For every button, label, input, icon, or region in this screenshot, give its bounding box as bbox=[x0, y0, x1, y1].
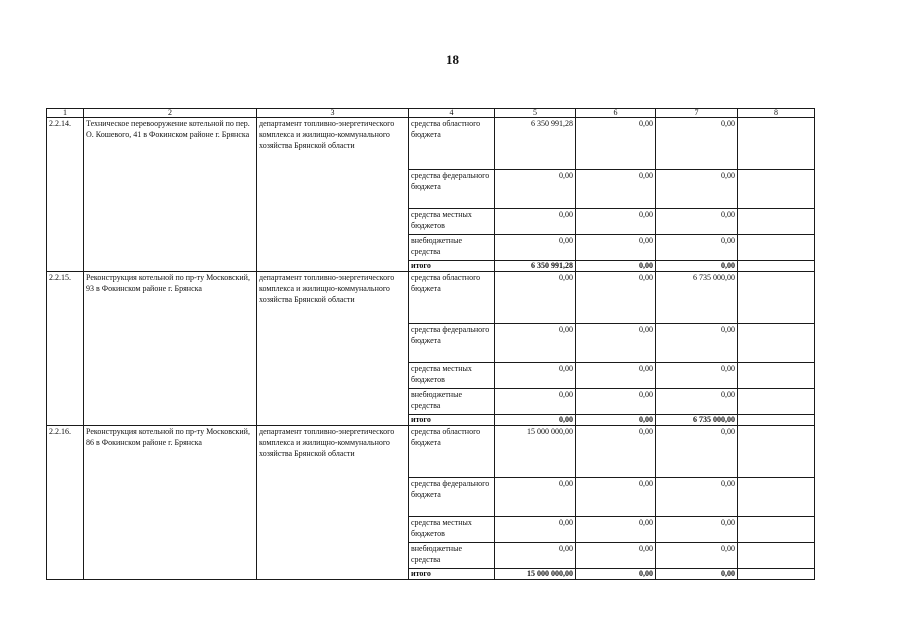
funding-source: внебюджетные средства bbox=[409, 389, 495, 415]
value-col5: 0,00 bbox=[495, 543, 576, 569]
value-col6: 0,00 bbox=[576, 543, 656, 569]
value-col5: 6 350 991,28 bbox=[495, 261, 576, 272]
value-col6: 0,00 bbox=[576, 272, 656, 324]
value-col7: 0,00 bbox=[656, 389, 738, 415]
funding-source: средства федерального бюджета bbox=[409, 170, 495, 209]
column-header: 1 bbox=[47, 109, 84, 118]
value-col5: 0,00 bbox=[495, 272, 576, 324]
item-executor: департамент топливно-энергетического комплекса и жилищно-коммунального хозяйства Брянской области bbox=[257, 118, 409, 272]
item-name: Реконструкция котельной по пр-ту Московский, 93 в Фокинском районе г. Брянска bbox=[84, 272, 257, 426]
column-header: 6 bbox=[576, 109, 656, 118]
value-col8 bbox=[738, 118, 815, 170]
value-col7: 0,00 bbox=[656, 543, 738, 569]
value-col5: 0,00 bbox=[495, 324, 576, 363]
funding-row bbox=[47, 272, 815, 324]
value-col5: 0,00 bbox=[495, 235, 576, 261]
value-col8 bbox=[738, 389, 815, 415]
value-col8 bbox=[738, 415, 815, 426]
value-col6: 0,00 bbox=[576, 363, 656, 389]
value-col6: 0,00 bbox=[576, 426, 656, 478]
value-col6: 0,00 bbox=[576, 324, 656, 363]
value-col7: 0,00 bbox=[656, 517, 738, 543]
value-col7: 0,00 bbox=[656, 426, 738, 478]
value-col8 bbox=[738, 478, 815, 517]
column-header: 8 bbox=[738, 109, 815, 118]
value-col7: 0,00 bbox=[656, 235, 738, 261]
funding-source: итого bbox=[409, 415, 495, 426]
value-col6: 0,00 bbox=[576, 235, 656, 261]
value-col7: 0,00 bbox=[656, 569, 738, 580]
value-col5: 0,00 bbox=[495, 389, 576, 415]
item-name: Реконструкция котельной по пр-ту Московский, 86 в Фокинском районе г. Брянска bbox=[84, 426, 257, 580]
value-col5: 0,00 bbox=[495, 209, 576, 235]
value-col8 bbox=[738, 272, 815, 324]
funding-source: средства областного бюджета bbox=[409, 272, 495, 324]
funding-row bbox=[47, 118, 815, 170]
value-col8 bbox=[738, 569, 815, 580]
value-col8 bbox=[738, 170, 815, 209]
funding-source: средства местных бюджетов bbox=[409, 209, 495, 235]
value-col7: 0,00 bbox=[656, 118, 738, 170]
value-col7: 0,00 bbox=[656, 170, 738, 209]
value-col5: 15 000 000,00 bbox=[495, 426, 576, 478]
funding-source: средства областного бюджета bbox=[409, 118, 495, 170]
value-col5: 0,00 bbox=[495, 170, 576, 209]
value-col6: 0,00 bbox=[576, 170, 656, 209]
value-col6: 0,00 bbox=[576, 569, 656, 580]
value-col8 bbox=[738, 426, 815, 478]
value-col5: 0,00 bbox=[495, 517, 576, 543]
column-number-row bbox=[47, 109, 815, 118]
value-col6: 0,00 bbox=[576, 389, 656, 415]
program-table bbox=[46, 108, 815, 580]
value-col6: 0,00 bbox=[576, 478, 656, 517]
item-executor: департамент топливно-энергетического комплекса и жилищно-коммунального хозяйства Брянской области bbox=[257, 426, 409, 580]
value-col6: 0,00 bbox=[576, 415, 656, 426]
value-col7: 6 735 000,00 bbox=[656, 415, 738, 426]
funding-source: средства местных бюджетов bbox=[409, 517, 495, 543]
item-code: 2.2.15. bbox=[47, 272, 84, 426]
column-header: 2 bbox=[84, 109, 257, 118]
value-col7: 0,00 bbox=[656, 209, 738, 235]
funding-source: средства областного бюджета bbox=[409, 426, 495, 478]
column-header: 5 bbox=[495, 109, 576, 118]
value-col5: 15 000 000,00 bbox=[495, 569, 576, 580]
funding-source: итого bbox=[409, 261, 495, 272]
funding-source: внебюджетные средства bbox=[409, 543, 495, 569]
value-col6: 0,00 bbox=[576, 209, 656, 235]
funding-source: средства федерального бюджета bbox=[409, 324, 495, 363]
value-col6: 0,00 bbox=[576, 517, 656, 543]
value-col7: 0,00 bbox=[656, 261, 738, 272]
value-col8 bbox=[738, 209, 815, 235]
value-col8 bbox=[738, 517, 815, 543]
value-col6: 0,00 bbox=[576, 118, 656, 170]
column-header: 4 bbox=[409, 109, 495, 118]
item-code: 2.2.14. bbox=[47, 118, 84, 272]
column-header: 3 bbox=[257, 109, 409, 118]
item-code: 2.2.16. bbox=[47, 426, 84, 580]
value-col7: 6 735 000,00 bbox=[656, 272, 738, 324]
funding-source: средства федерального бюджета bbox=[409, 478, 495, 517]
item-name: Техническое перевооружение котельной по пер. О. Кошевого, 41 в Фокинском районе г. Брянска bbox=[84, 118, 257, 272]
value-col8 bbox=[738, 261, 815, 272]
item-executor: департамент топливно-энергетического комплекса и жилищно-коммунального хозяйства Брянской области bbox=[257, 272, 409, 426]
funding-source: внебюджетные средства bbox=[409, 235, 495, 261]
value-col8 bbox=[738, 235, 815, 261]
value-col7: 0,00 bbox=[656, 478, 738, 517]
value-col6: 0,00 bbox=[576, 261, 656, 272]
column-header: 7 bbox=[656, 109, 738, 118]
value-col5: 0,00 bbox=[495, 478, 576, 517]
value-col8 bbox=[738, 324, 815, 363]
funding-source: итого bbox=[409, 569, 495, 580]
value-col5: 6 350 991,28 bbox=[495, 118, 576, 170]
value-col8 bbox=[738, 543, 815, 569]
value-col7: 0,00 bbox=[656, 324, 738, 363]
funding-source: средства местных бюджетов bbox=[409, 363, 495, 389]
value-col5: 0,00 bbox=[495, 363, 576, 389]
page-number: 18 bbox=[446, 52, 459, 67]
value-col8 bbox=[738, 363, 815, 389]
value-col5: 0,00 bbox=[495, 415, 576, 426]
value-col7: 0,00 bbox=[656, 363, 738, 389]
funding-row bbox=[47, 426, 815, 478]
